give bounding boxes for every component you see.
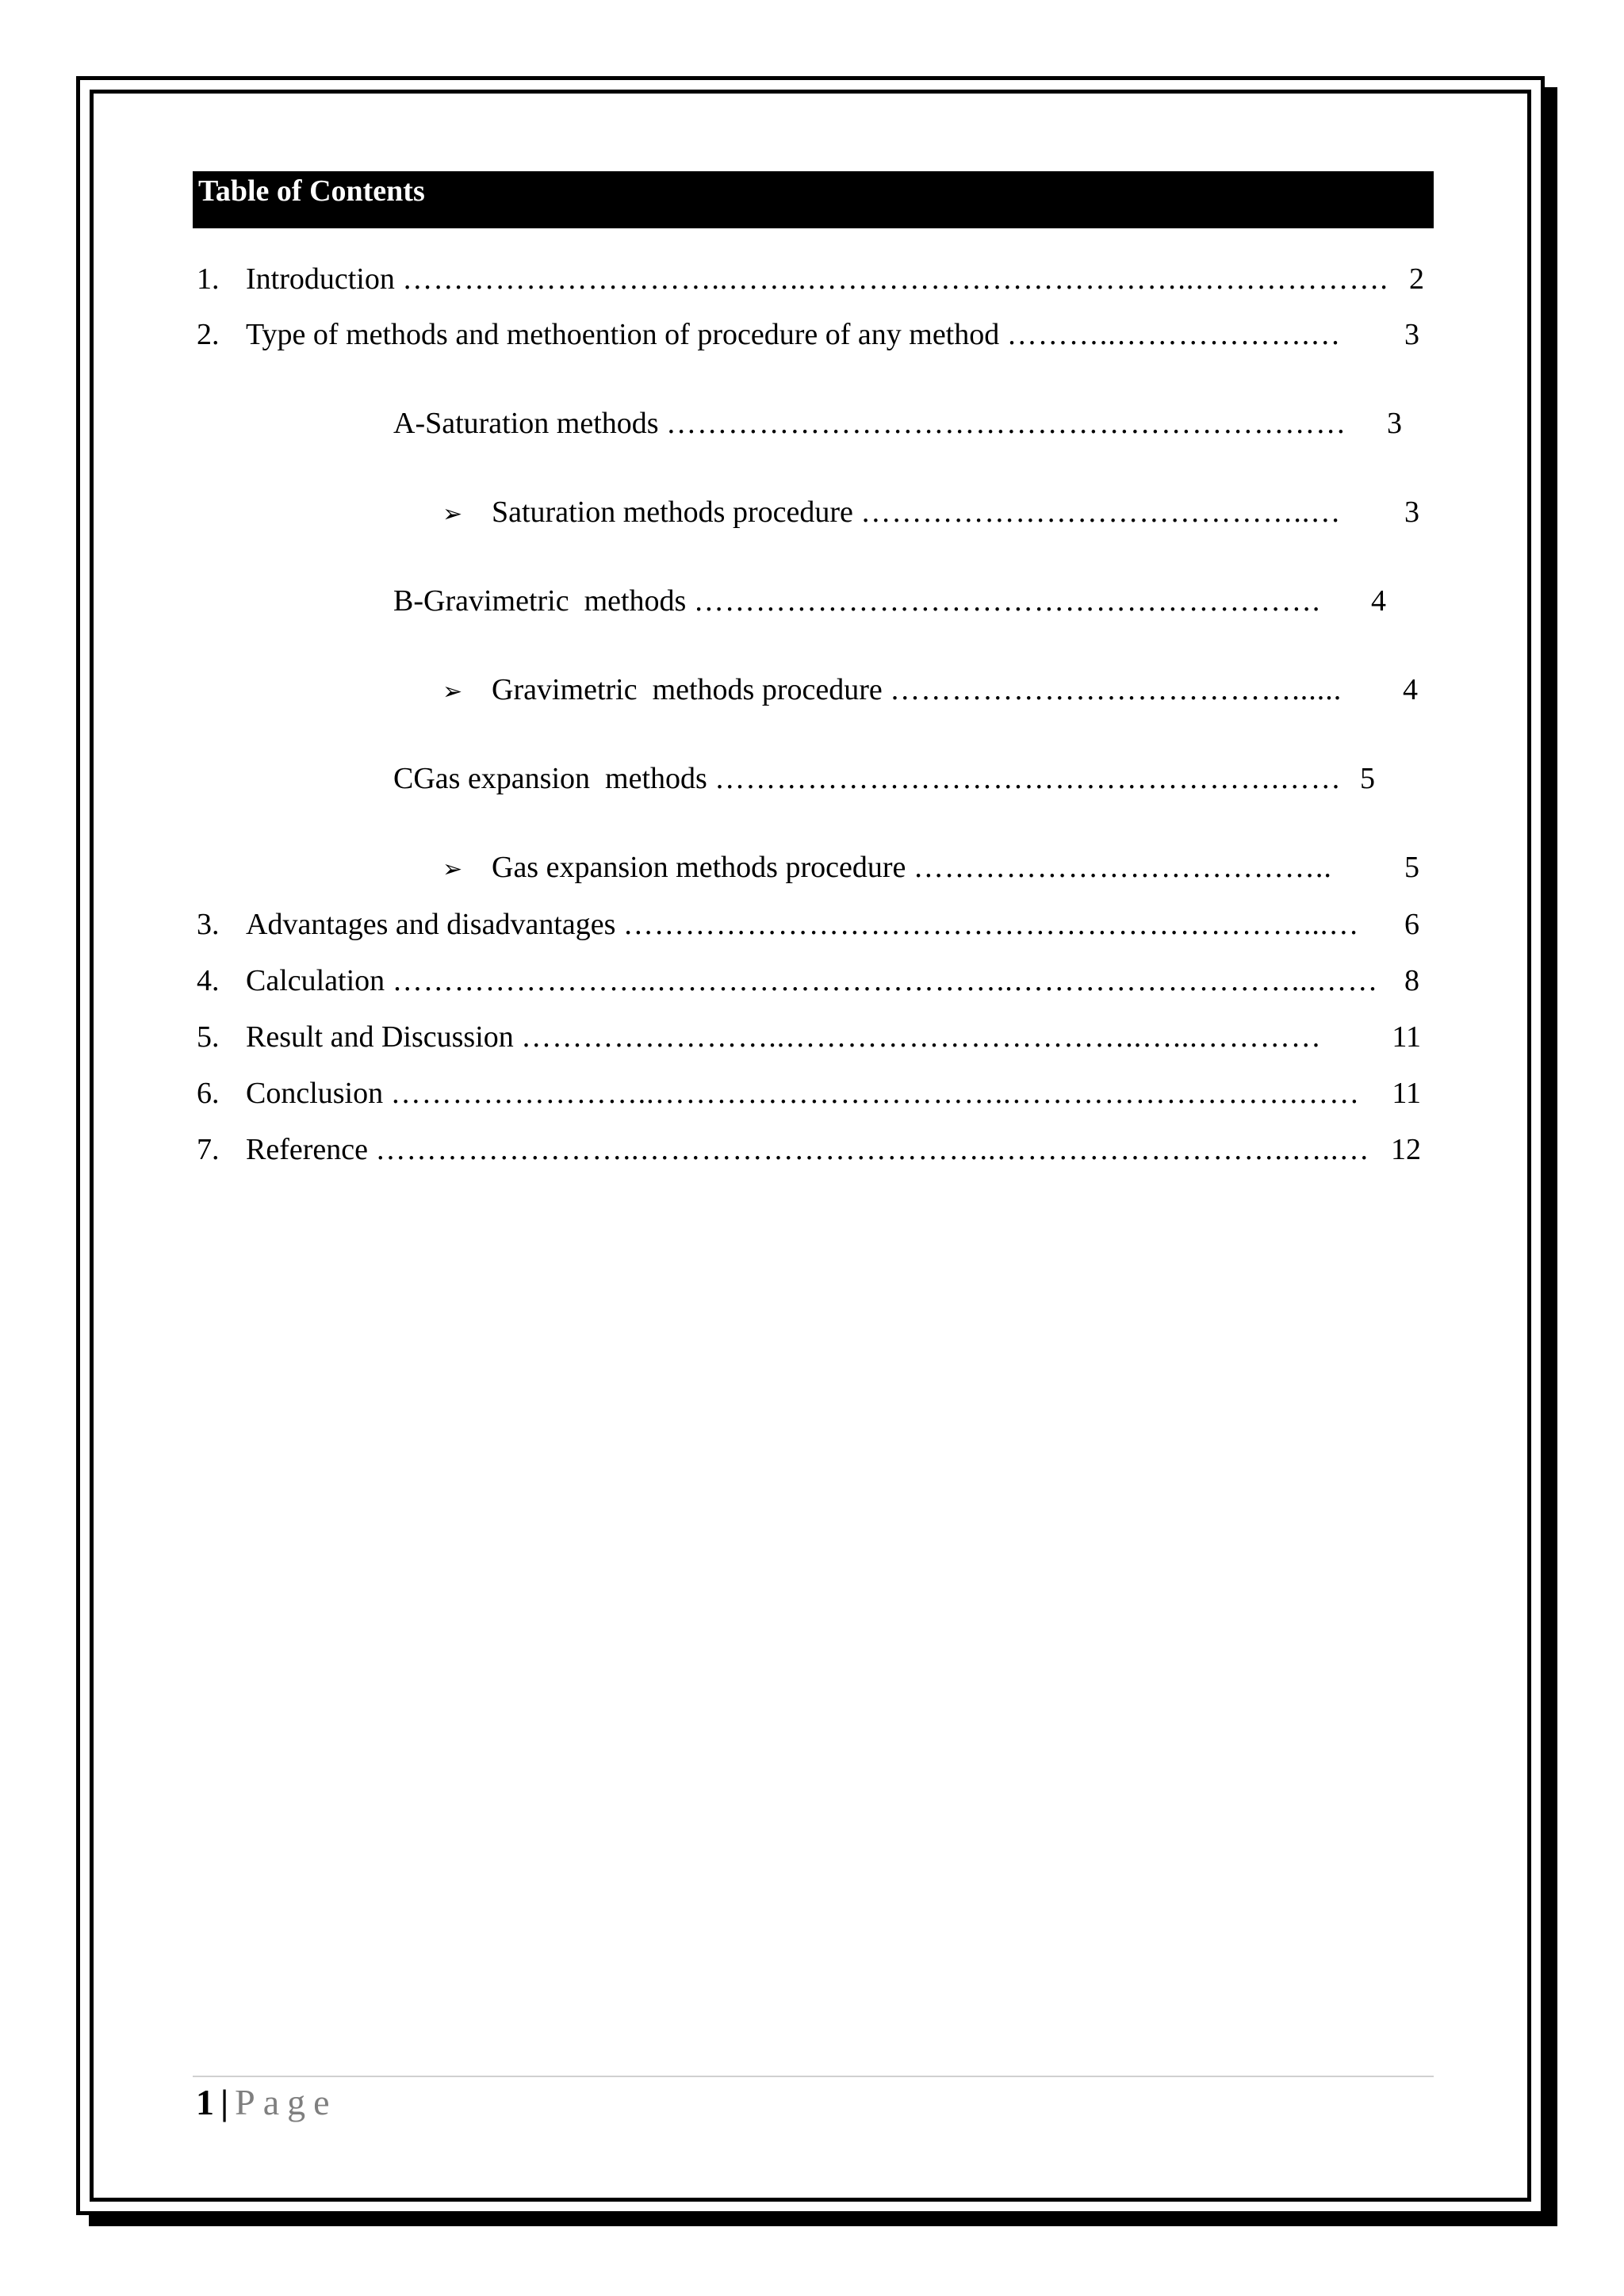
toc-entry-label: Result and Discussion bbox=[246, 1020, 514, 1054]
toc-subentry[interactable] bbox=[393, 584, 1386, 618]
toc-entry-leader: ……………………..……………………………..…...………… bbox=[521, 1020, 1322, 1054]
toc-entry-page: 5 bbox=[1360, 762, 1375, 795]
toc-entry-page: 8 bbox=[1404, 964, 1419, 997]
toc-entry-label: B-Gravimetric methods bbox=[393, 584, 687, 618]
toc-entry-leader: ………………………………….. bbox=[913, 851, 1332, 884]
toc-entry-label: Advantages and disadvantages bbox=[246, 908, 616, 941]
toc-entry-number: 3. bbox=[197, 908, 220, 941]
toc-entry[interactable] bbox=[197, 1132, 1421, 1167]
toc-entry-page: 3 bbox=[1387, 407, 1402, 440]
toc-entry-page: 11 bbox=[1392, 1077, 1421, 1110]
toc-entry-label: Reference bbox=[246, 1133, 368, 1166]
toc-subentry[interactable] bbox=[393, 406, 1402, 441]
toc-entry[interactable] bbox=[197, 1020, 1421, 1054]
toc-entry-label: Introduction bbox=[246, 262, 395, 296]
toc-entry-label: Gravimetric methods procedure bbox=[492, 673, 883, 706]
toc-entry-label: CGas expansion methods bbox=[393, 762, 707, 795]
arrow-bullet-icon: ➢ bbox=[442, 856, 463, 882]
page-footer bbox=[196, 2082, 338, 2123]
toc-entry-page: 11 bbox=[1392, 1020, 1421, 1054]
toc-entry-page: 5 bbox=[1404, 851, 1419, 884]
toc-entry[interactable] bbox=[197, 317, 1419, 352]
toc-entry-number: 4. bbox=[197, 964, 220, 997]
arrow-bullet-icon: ➢ bbox=[442, 679, 463, 705]
toc-entry-page: 4 bbox=[1371, 584, 1386, 618]
toc-entry[interactable] bbox=[197, 963, 1419, 998]
toc-entry-leader: ………………………………………………………… bbox=[666, 407, 1347, 440]
toc-entry-leader: ………..……………….… bbox=[1006, 318, 1342, 351]
footer-page-word: Page bbox=[235, 2082, 338, 2122]
toc-entry-page: 12 bbox=[1391, 1133, 1421, 1166]
toc-entry-number: 2. bbox=[197, 318, 220, 351]
footer-divider bbox=[193, 2076, 1434, 2077]
footer-separator: | bbox=[220, 2082, 229, 2122]
toc-entry-leader: …………………………………………………………...… bbox=[622, 908, 1360, 941]
toc-entry-leader: ……………………………………………………. bbox=[693, 584, 1321, 618]
toc-subentry[interactable] bbox=[442, 495, 1419, 530]
toc-entry-page: 3 bbox=[1404, 496, 1419, 529]
toc-entry-leader: ……………………..……………………………..………………………...…… bbox=[392, 964, 1379, 997]
toc-subentry[interactable] bbox=[442, 672, 1418, 707]
toc-entry-leader: …………………………..……..………………………………..………………. bbox=[402, 262, 1388, 296]
toc-subentry[interactable] bbox=[393, 761, 1375, 796]
footer-page-number: 1 bbox=[196, 2082, 214, 2122]
toc-entry-leader: ……………………………………..… bbox=[860, 496, 1342, 529]
toc-entry-leader: ……………………..……………………………..………………………..…..… bbox=[375, 1133, 1370, 1166]
toc-entry-label: Saturation methods procedure bbox=[492, 496, 853, 529]
toc-entry-page: 3 bbox=[1404, 318, 1419, 351]
toc-entry-page: 4 bbox=[1403, 673, 1418, 706]
toc-entry-page: 2 bbox=[1409, 262, 1424, 296]
toc-entry[interactable] bbox=[197, 262, 1424, 297]
toc-entry-number: 1. bbox=[197, 262, 220, 296]
toc-title: Table of Contents bbox=[193, 171, 1434, 228]
toc-entry-label: Gas expansion methods procedure bbox=[492, 851, 906, 884]
toc-entry-label: Conclusion bbox=[246, 1077, 384, 1110]
toc-subentry[interactable] bbox=[442, 850, 1419, 885]
toc-entry-page: 6 bbox=[1404, 908, 1419, 941]
arrow-bullet-icon: ➢ bbox=[442, 501, 463, 527]
toc-entry[interactable] bbox=[197, 907, 1419, 942]
toc-entry-label: A-Saturation methods bbox=[393, 407, 659, 440]
toc-entry-label: Calculation bbox=[246, 964, 385, 997]
toc-entry-number: 5. bbox=[197, 1020, 220, 1054]
toc-entry[interactable] bbox=[197, 1076, 1421, 1111]
toc-entry-leader: ……………………………………………….…… bbox=[714, 762, 1342, 795]
toc-entry-number: 6. bbox=[197, 1077, 220, 1110]
toc-entry-number: 7. bbox=[197, 1133, 220, 1166]
toc-entry-leader: …………………………………...... bbox=[890, 673, 1342, 706]
toc-entry-label: Type of methods and methoention of procedure of any method bbox=[246, 318, 1000, 351]
toc-entry-leader: ……………………..……………………………..……………………….…… bbox=[390, 1077, 1361, 1110]
